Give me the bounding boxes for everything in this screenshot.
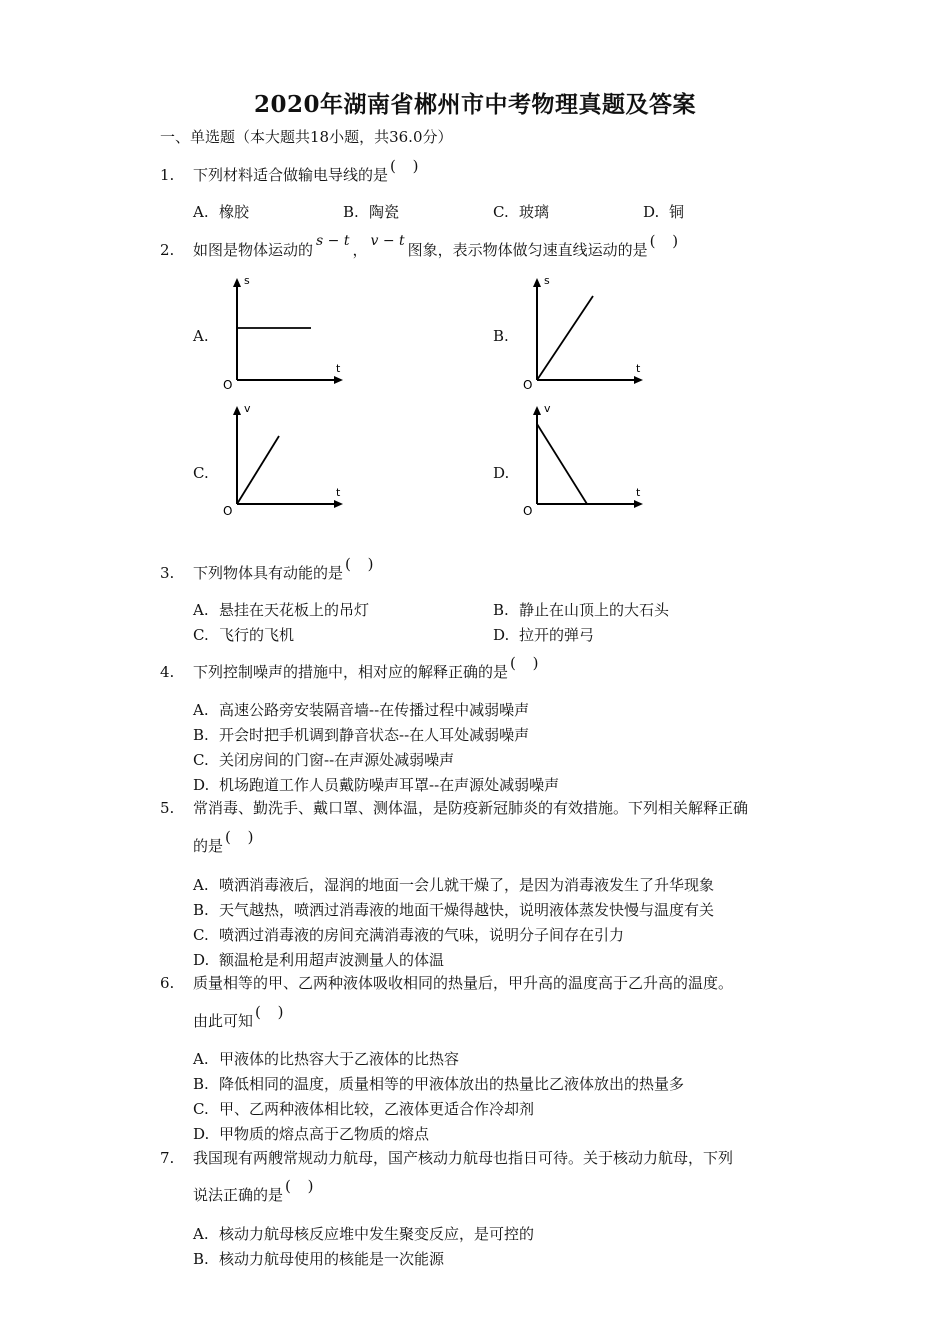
graph-a [215, 272, 355, 392]
graph-line [537, 424, 587, 504]
question-stem: 如图是物体运动的 [193, 241, 314, 259]
option-d: D. 铜 [643, 203, 685, 221]
origin-label: O [523, 378, 533, 392]
answer-bracket: ( ) [649, 232, 685, 250]
question-stem: 质量相等的甲、乙两种液体吸收相同的热量后，甲升高的温度高于乙升高的温度。 [193, 974, 734, 992]
option-a: A. 核动力航母核反应堆中发生聚变反应，是可控的 [193, 1225, 535, 1243]
answer-bracket: ( ) [345, 555, 380, 573]
question-number: 1. [160, 166, 175, 184]
option-c: C. 甲、乙两种液体相比较，乙液体更适合作冷却剂 [193, 1100, 535, 1118]
question-number: 2. [160, 241, 175, 259]
answer-bracket: ( ) [510, 654, 545, 672]
section-heading: 一、单选题（本大题共18小题，共36.0分） [160, 128, 453, 146]
option-a: A. 橡胶 [193, 203, 250, 221]
x-axis-label: t [636, 486, 641, 499]
question-stem: 常消毒、勤洗手、戴口罩、测体温，是防疫新冠肺炎的有效措施。下列相关解释正确 [193, 799, 749, 817]
graph-c-label: C. [193, 464, 209, 482]
option-d: D. 拉开的弹弓 [493, 626, 595, 644]
option-b: B. 陶瓷 [343, 203, 400, 221]
answer-bracket: ( ) [255, 1003, 290, 1021]
answer-bracket: ( ) [390, 157, 425, 175]
option-c: C. 玻璃 [493, 203, 550, 221]
graph-d-label: D. [493, 464, 510, 482]
graph-c [215, 402, 355, 522]
graph-b-label: B. [493, 327, 509, 345]
option-a: A. 高速公路旁安装隔音墙--在传播过程中减弱噪声 [193, 701, 530, 719]
option-d: D. 额温枪是利用超声波测量人的体温 [193, 951, 445, 969]
graph-line [537, 296, 593, 380]
question-stem-cont: 的是 [193, 837, 224, 855]
option-b: B. 降低相同的温度，质量相等的甲液体放出的热量比乙液体放出的热量多 [193, 1075, 685, 1093]
y-axis-label: s [244, 274, 250, 287]
graph-a-label: A. [193, 327, 209, 345]
origin-label: O [523, 504, 533, 518]
option-b: B. 开会时把手机调到静音状态--在人耳处减弱噪声 [193, 726, 530, 744]
page-title: 2020年湖南省郴州市中考物理真题及答案 [253, 91, 696, 118]
math-st: s − t [316, 233, 350, 249]
question-stem-cont: 说法正确的是 [193, 1186, 284, 1204]
question-number: 7. [160, 1149, 175, 1167]
question-number: 5. [160, 799, 175, 817]
option-c: C. 关闭房间的门窗--在声源处减弱噪声 [193, 751, 455, 769]
question-stem-cont: 由此可知 [193, 1012, 254, 1030]
option-c: C. 喷洒过消毒液的房间充满消毒液的气味，说明分子间存在引力 [193, 926, 625, 944]
option-a: A. 甲液体的比热容大于乙液体的比热容 [193, 1050, 460, 1068]
question-stem: 我国现有两艘常规动力航母，国产核动力航母也指日可待。关于核动力航母，下列 [193, 1149, 734, 1167]
x-axis-label: t [336, 362, 341, 375]
origin-label: O [223, 504, 233, 518]
answer-bracket: ( ) [225, 828, 260, 846]
math-vt: v − t [370, 233, 405, 249]
option-a: A. 悬挂在天花板上的吊灯 [193, 601, 370, 619]
y-axis-label: v [244, 402, 251, 415]
y-axis-label: v [544, 402, 551, 415]
option-b: B. 天气越热，喷洒过消毒液的地面干燥得越快，说明液体蒸发快慢与温度有关 [193, 901, 715, 919]
question-number: 3. [160, 564, 175, 582]
question-number: 6. [160, 974, 175, 992]
option-b: B. 静止在山顶上的大石头 [493, 601, 670, 619]
y-axis-label: s [544, 274, 550, 287]
x-axis-label: t [336, 486, 341, 499]
question-stem: 下列材料适合做输电导线的是 [193, 166, 389, 184]
option-a: A. 喷洒消毒液后，湿润的地面一会儿就干燥了，是因为消毒液发生了升华现象 [193, 876, 715, 894]
x-axis-label: t [636, 362, 641, 375]
option-d: D. 甲物质的熔点高于乙物质的熔点 [193, 1125, 430, 1143]
option-c: C. 飞行的飞机 [193, 626, 295, 644]
question-number: 4. [160, 663, 175, 681]
graph-b [515, 272, 655, 392]
graph-d [515, 402, 655, 522]
origin-label: O [223, 378, 233, 392]
question-stem: 下列物体具有动能的是 [193, 564, 344, 582]
answer-bracket: ( ) [285, 1177, 320, 1195]
graph-line [237, 436, 279, 504]
option-b: B. 核动力航母使用的核能是一次能源 [193, 1250, 445, 1268]
question-stem: 下列控制噪声的措施中，相对应的解释正确的是 [193, 663, 509, 681]
option-d: D. 机场跑道工作人员戴防噪声耳罩--在声源处减弱噪声 [193, 776, 560, 794]
